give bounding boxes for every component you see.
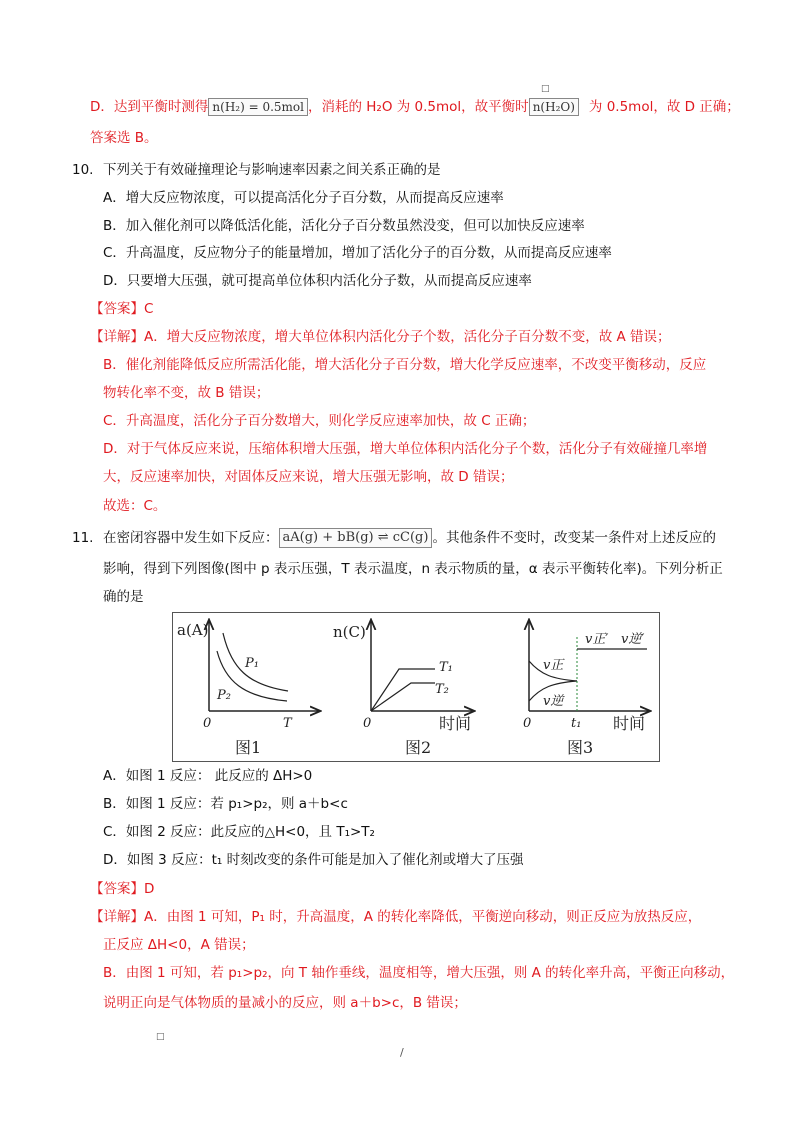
q10-detail-5: D．对于气体反应来说，压缩体积增大压强，增大单位体积内活化分子个数，活化分子有效碰撞几率增: [103, 441, 708, 457]
fig2-caption: 图2: [405, 738, 432, 757]
fig2-origin: 0: [363, 716, 372, 731]
q11-stem-line2: 影响，得到下列图像(图中 p 表示压强，T 表示温度，n 表示物质的量，α 表示平衡转化率)。下列分析正: [103, 561, 723, 577]
fig2: [333, 621, 473, 757]
q11-stem-line3: 确的是: [103, 589, 144, 605]
q10-detail-1: 【详解】A．增大反应物浓度，增大单位体积内活化分子个数，活化分子百分数不变，故 A 错误；: [90, 329, 671, 345]
formula-image-nh2: n(H₂) = 0.5mol: [208, 98, 308, 116]
q10-detail-4: C．升高温度，活化分子百分数增大，则化学反应速率加快，故 C 正确；: [103, 413, 536, 429]
fig2-ylabel: n(C): [333, 623, 366, 641]
fig3-label-vpos-new: v正′: [585, 632, 609, 647]
q11-stem-b: 。其他条件不变时，改变某一条件对上述反应的: [432, 530, 716, 546]
fig1-label-p2: P₂: [217, 688, 231, 703]
fig3-origin: 0: [523, 716, 532, 731]
fig3-label-vneg-new: v逆′: [621, 632, 645, 647]
figure-svg: [173, 613, 659, 761]
top-mark: □: [541, 84, 550, 94]
fig3: [523, 621, 649, 757]
page-mark: /: [400, 1046, 404, 1059]
fig2-label-t1: T₁: [439, 660, 453, 675]
fig1-xlabel: T: [283, 716, 292, 731]
q11-stem-a: 在密闭容器中发生如下反应：: [103, 530, 279, 546]
fig1-ylabel: a(A): [177, 621, 209, 639]
q11-option-b: B．如图 1 反应：若 p₁>p₂，则 a＋b<c: [103, 796, 348, 812]
q11-option-d: D．如图 3 反应：t₁ 时刻改变的条件可能是加入了催化剂或增大了压强: [103, 852, 524, 868]
q10-detail-7: 故选：C。: [103, 498, 167, 514]
equation-image: aA(g) + bB(g) ⇌ cC(g): [279, 528, 433, 548]
fig2-xlabel: 时间: [439, 714, 472, 733]
q10-detail-3: 物转化率不变，故 B 错误；: [103, 385, 270, 401]
prev-d-text-2: ，消耗的 H₂O 为 0.5mol，故平衡时: [307, 99, 529, 115]
q11-number: 11.: [72, 530, 94, 546]
fig3-label-vpos: v正: [543, 658, 564, 673]
bottom-mark: □: [156, 1032, 165, 1042]
fig1-origin: 0: [203, 716, 212, 731]
q11-detail-2: 正反应 ΔH<0，A 错误；: [103, 937, 255, 953]
q11-answer: 【答案】D: [90, 881, 155, 897]
fig3-t1-label: t₁: [571, 716, 582, 731]
q11-detail-4: 说明正向是气体物质的量减小的反应，则 a＋b>c，B 错误；: [103, 995, 467, 1011]
q10-number: 10.: [72, 162, 94, 178]
q10-answer: 【答案】C: [90, 301, 154, 317]
q11-option-c: C．如图 2 反应：此反应的△H<0，且 T₁>T₂: [103, 824, 375, 840]
q11-detail-1: 【详解】A．由图 1 可知，P₁ 时，升高温度，A 的转化率降低，平衡逆向移动，则正反应为放热反应，: [90, 909, 702, 925]
q10-option-a: A．增大反应物浓度，可以提高活化分子百分数，从而提高反应速率: [103, 190, 504, 206]
fig1-caption: 图1: [235, 738, 262, 757]
q11-detail-3: B．由图 1 可知，若 p₁>p₂，向 T 轴作垂线，温度相等，增大压强，则 A 的转化率升高，平衡正向移动，: [103, 965, 735, 981]
fig1-label-p1: P₁: [245, 656, 259, 671]
formula-image-nh2o: n(H₂O): [529, 98, 579, 116]
q10-option-d: D．只要增大压强，就可提高单位体积内活化分子数，从而提高反应速率: [103, 273, 532, 289]
prev-answer-line: 答案选 B。: [90, 130, 158, 146]
figure-panel: [172, 612, 660, 762]
prev-d-text-1: D．达到平衡时测得: [90, 99, 209, 115]
fig1: [177, 621, 319, 757]
q10-option-b: B．加入催化剂可以降低活化能，活化分子百分数虽然没变，但可以加快反应速率: [103, 218, 585, 234]
prev-d-text-3: 为 0.5mol，故 D 正确；: [588, 99, 740, 115]
fig3-caption: 图3: [567, 738, 594, 757]
fig3-xlabel: 时间: [613, 714, 646, 733]
prev-d-line: [90, 97, 740, 117]
q10-detail-2: B．催化剂能降低反应所需活化能，增大活化分子百分数，增大化学反应速率，不改变平衡移动，反应: [103, 357, 707, 373]
q10-stem: 下列关于有效碰撞理论与影响速率因素之间关系正确的是: [103, 162, 441, 178]
fig2-label-t2: T₂: [435, 682, 449, 697]
q11-option-a: A．如图 1 反应： 此反应的 ΔH>0: [103, 768, 313, 784]
q10-detail-6: 大，反应速率加快，对固体反应来说，增大压强无影响，故 D 错误；: [103, 469, 514, 485]
q11-stem-line1: [103, 528, 716, 548]
q10-option-c: C．升高温度，反应物分子的能量增加，增加了活化分子的百分数，从而提高反应速率: [103, 245, 612, 261]
fig3-label-vneg: v逆: [543, 694, 564, 709]
